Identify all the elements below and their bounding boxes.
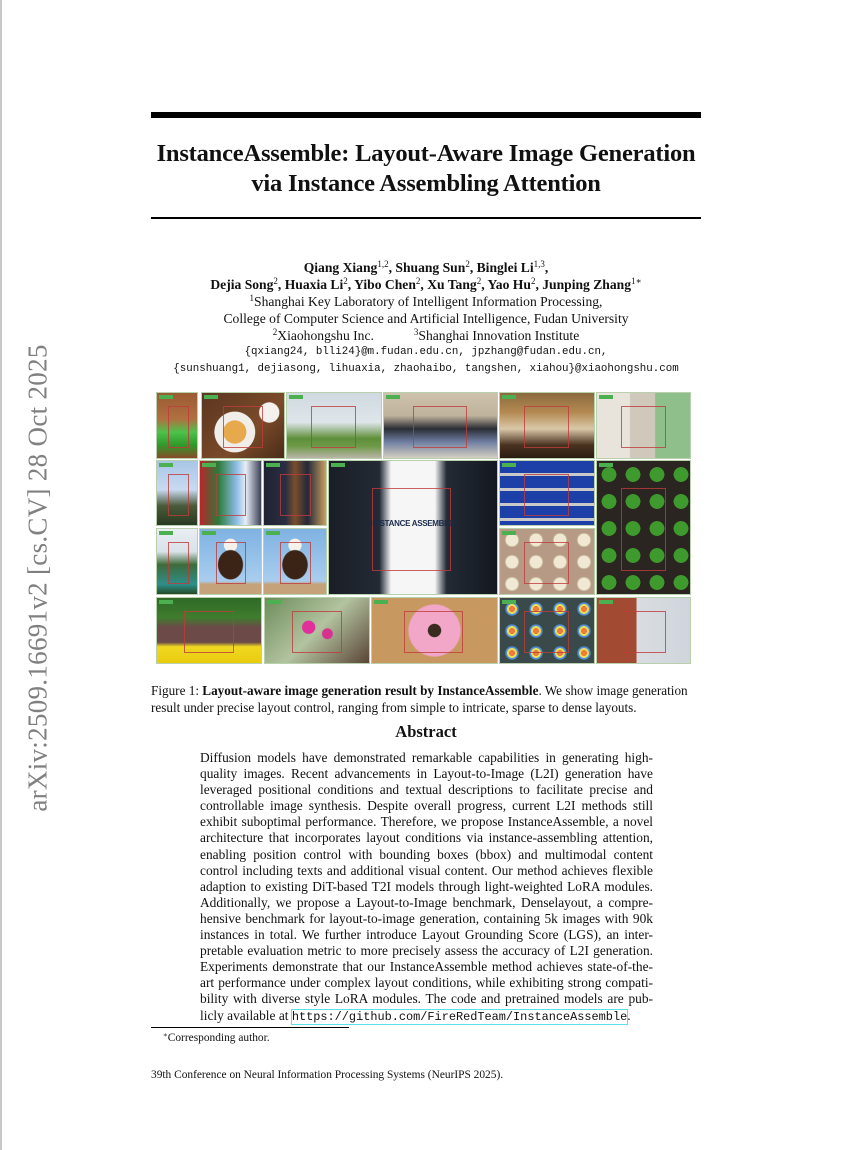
affiliation-text: Shanghai Innovation Institute — [418, 328, 580, 343]
layout-label-tag — [599, 463, 613, 467]
author-affiliation-mark: 2 — [465, 259, 470, 269]
email-line-2: {sunshuang1, dejiasong, lihuaxia, zhaohaibo, tangshen, xiahou}@xiaohongshu.com — [173, 363, 679, 375]
footnote-text: Corresponding author. — [167, 1032, 270, 1044]
author-name: Dejia Song — [210, 277, 274, 292]
author-affiliation-mark: 2 — [530, 276, 536, 286]
figure-1-image-grid — [151, 389, 701, 667]
footnote-corresponding-author — [163, 1031, 270, 1044]
abstract-text: licly available at — [200, 1007, 292, 1023]
figure-tile-handshake-suits — [263, 460, 327, 526]
figure-caption — [151, 682, 711, 716]
affiliation-1-line-1 — [140, 293, 712, 310]
figure-tile-shoe-shelves — [499, 460, 595, 526]
layout-bounding-box — [184, 611, 234, 653]
author-name: Huaxia Li — [284, 277, 344, 292]
abstract-line: architecture that incorporates layout conditions via instance-assembling attention, — [200, 830, 653, 846]
layout-label-tag — [202, 463, 216, 467]
layout-bounding-box — [524, 542, 569, 584]
author-name: Binglei Li — [476, 260, 534, 275]
abstract-line: controllable image synthesis. Despite overall progress, current L2I methods still — [200, 798, 653, 814]
layout-label-tag — [204, 395, 218, 399]
figure-tile-green-drink — [156, 392, 198, 459]
layout-bounding-box — [168, 406, 189, 448]
layout-label-tag — [599, 600, 613, 604]
author-affiliation-mark: 2 — [415, 276, 421, 286]
layout-bounding-box — [404, 611, 463, 653]
billboard-text: INSTANCE ASSEMBLE — [372, 519, 454, 528]
affiliation-mark: 3 — [413, 327, 419, 337]
layout-bounding-box — [223, 406, 263, 448]
abstract-heading: Abstract — [395, 722, 457, 741]
caption-bold-title: Layout-aware image generation result by InstanceAssemble — [202, 683, 539, 698]
layout-bounding-box — [280, 542, 311, 584]
footnote-rule — [151, 1027, 349, 1028]
paper-title — [151, 139, 701, 199]
figure-tile-colorful-plates — [499, 597, 595, 664]
author-name: Yao Hu — [487, 277, 531, 292]
abstract-line: instances in total. We further introduce Layout Grounding Score (LGS), an inter- — [200, 927, 653, 943]
layout-label-tag — [331, 463, 345, 467]
figure-tile-wooden-cabin-flowers — [156, 597, 262, 664]
layout-label-tag — [502, 395, 516, 399]
author-name: Xu Tang — [427, 277, 477, 292]
github-link[interactable]: https://github.com/FireRedTeam/InstanceAssemble — [291, 1009, 628, 1024]
layout-label-tag — [289, 395, 303, 399]
figure-tile-bald-eagle-right — [263, 528, 327, 595]
figure-tile-instance-assemble-billboard — [328, 460, 498, 595]
title-top-rule — [151, 112, 701, 118]
layout-bounding-box — [621, 611, 666, 653]
layout-bounding-box — [311, 406, 356, 448]
layout-label-tag — [202, 531, 216, 535]
layout-label-tag — [159, 463, 173, 467]
layout-label-tag — [159, 600, 173, 604]
abstract-line: leveraged positional conditions and textual descriptions to facilitate precise and — [200, 782, 653, 798]
layout-bounding-box — [168, 474, 189, 516]
layout-bounding-box — [621, 488, 666, 571]
abstract-line: art performance under complex layout conditions, while exhibiting strong compati- — [200, 975, 653, 991]
author-name: Qiang Xiang — [303, 260, 378, 275]
layout-bounding-box — [524, 474, 569, 516]
layout-bounding-box — [372, 488, 451, 571]
caption-text: . We show image generation — [538, 683, 688, 698]
layout-label-tag — [266, 531, 280, 535]
author-affiliation-mark: 1,2 — [377, 259, 389, 269]
abstract-line: adaption to existing DiT-based T2I models through light-weighted LoRA modules. — [200, 878, 653, 894]
layout-label-tag — [502, 600, 516, 604]
layout-label-tag — [502, 531, 516, 535]
figure-tile-cactus-flowers — [264, 597, 370, 664]
figure-tile-snowy-building — [596, 597, 691, 664]
abstract-line: hensive benchmark for layout-to-image generation, containing 5k images with 90k — [200, 910, 653, 926]
conference-venue: 39th Conference on Neural Information Processing Systems (NeurIPS 2025). — [151, 1069, 504, 1081]
author-name: Shuang Sun — [395, 260, 466, 275]
abstract-line: Experiments demonstrate that our InstanceAssemble method achieves state-of-the- — [200, 959, 653, 975]
layout-bounding-box — [280, 474, 311, 516]
author-names-line-2: Dejia Song$^2$, Huaxia Li$^2$, Yibo Chen$^2$, Xu Tang$^2$, Yao Hu$^2$, Junping Zhang$^{1∗}$ — [210, 276, 642, 292]
abstract-line: pretable evaluation metric to more precisely assess the accuracy of L2I generation. — [200, 943, 653, 959]
figure-tile-pastry-and-coffee — [201, 392, 285, 459]
affiliation-text: Xiaohongshu Inc. — [277, 328, 374, 343]
layout-label-tag — [267, 600, 281, 604]
figure-tile-butterfly-badges — [596, 460, 691, 595]
arxiv-identifier-stamp: arXiv:2509.16691v2 [cs.CV] 28 Oct 2025 — [22, 344, 53, 812]
layout-bounding-box — [524, 611, 569, 653]
abstract-last-line — [200, 1008, 653, 1025]
author-name: Yibo Chen — [354, 277, 416, 292]
title-line-1: InstanceAssemble: Layout-Aware Image Generation — [156, 140, 696, 167]
figure-tile-glass-fountain — [156, 528, 198, 595]
layout-bounding-box — [621, 406, 666, 448]
author-block — [140, 259, 712, 378]
caption-text-line-2: result under precise layout control, ranging from simple to intricate, sparse to dense layouts. — [151, 700, 637, 715]
layout-label-tag — [386, 395, 400, 399]
figure-tile-cathedral-interior — [499, 392, 595, 459]
affiliation-2-3 — [140, 327, 712, 344]
abstract-line: exhibit suboptimal performance. Therefore, we propose InstanceAssemble, a novel — [200, 814, 653, 830]
caption-label: Figure 1: — [151, 683, 199, 698]
layout-bounding-box — [216, 474, 246, 516]
abstract-line: Diffusion models have demonstrated remarkable capabilities in generating high- — [200, 750, 653, 765]
layout-bounding-box — [524, 406, 569, 448]
affiliation-mark: 1 — [249, 293, 255, 303]
author-name: Junping Zhang — [542, 277, 632, 292]
affiliation-text: Shanghai Key Laboratory of Intelligent Information Processing, — [254, 294, 603, 309]
layout-label-tag — [374, 600, 388, 604]
footnote-mark: ∗ — [163, 1031, 168, 1039]
layout-label-tag — [159, 531, 173, 535]
author-affiliation-mark: 2 — [273, 276, 278, 286]
author-affiliation-mark: 1∗ — [631, 276, 642, 286]
abstract-line: bility with diverse style LoRA modules. The code and pretrained models are pub- — [200, 991, 653, 1007]
title-bottom-rule — [151, 217, 701, 219]
abstract-line: control including texts and additional visual content. Our method achieves flexible — [200, 862, 653, 878]
affiliation-mark: 2 — [272, 327, 278, 337]
layout-bounding-box — [168, 542, 189, 584]
abstract-line: Additionally, we propose a Layout-to-Image benchmark, Denselayout, a compre- — [200, 894, 653, 910]
layout-label-tag — [266, 463, 280, 467]
abstract-line: quality images. Recent advancements in Layout-to-Image (L2I) generation have — [200, 766, 653, 782]
figure-tile-families-crowd — [383, 392, 498, 459]
author-names-line-1: Qiang Xiang$^{1,2}$, Shuang Sun$^2$, Binglei Li$^{1,3}$, — [303, 259, 549, 275]
author-affiliation-mark: 1,3 — [533, 259, 545, 269]
figure-tile-decorative-plates — [499, 528, 595, 595]
title-line-2: via Instance Assembling Attention — [251, 170, 601, 197]
figure-tile-church-steeple — [156, 460, 198, 526]
author-affiliation-mark: 2 — [476, 276, 482, 286]
page-left-border — [0, 0, 2, 1150]
email-line-1: {qxiang24, blli24}@m.fudan.edu.cn, jpzhang@fudan.edu.cn, — [244, 346, 608, 358]
figure-tile-soccer-trophy — [199, 460, 262, 526]
figure-tile-red-chair-park — [286, 392, 382, 459]
layout-bounding-box — [292, 611, 342, 653]
layout-label-tag — [599, 395, 613, 399]
layout-label-tag — [502, 463, 516, 467]
layout-bounding-box — [216, 542, 246, 584]
abstract-text: . — [627, 1007, 631, 1023]
figure-tile-bald-eagle-left — [199, 528, 262, 595]
layout-bounding-box — [413, 406, 467, 448]
affiliation-1-line-2: College of Computer Science and Artificial Intelligence, Fudan University — [223, 311, 629, 326]
abstract-body — [200, 750, 653, 1025]
figure-tile-frosted-donuts — [371, 597, 498, 664]
layout-label-tag — [159, 395, 173, 399]
figure-tile-apartment-balconies — [596, 392, 691, 459]
abstract-line: enabling position control with bounding boxes (bbox) and multimodal content — [200, 846, 653, 862]
author-affiliation-mark: 2 — [343, 276, 348, 286]
